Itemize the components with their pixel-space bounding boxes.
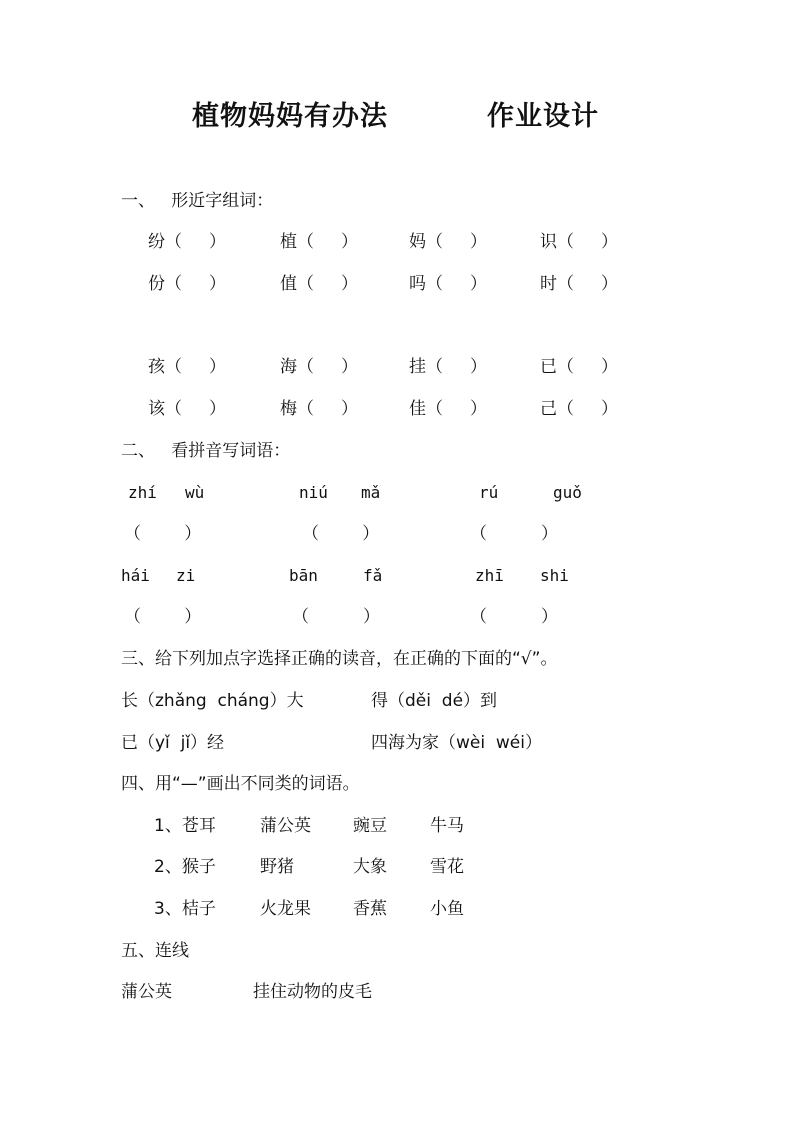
word-item: 3、桔子 [154, 899, 216, 919]
word-item: 野猪 [260, 857, 294, 877]
section-4-heading: 四、用“—”画出不同类的词语。 [121, 774, 360, 794]
answer-bracket: （ ） [124, 524, 202, 544]
word-item: 大象 [353, 857, 387, 877]
s1-cell: 海（ ） [280, 357, 359, 377]
section-1-heading: 一、 形近字组词： [121, 191, 274, 211]
word-item: 牛马 [430, 816, 464, 836]
pinyin: guǒ [553, 483, 582, 502]
word-item: 1、苍耳 [154, 816, 216, 836]
reading-item: 四海为家（wèi wéi） [371, 733, 542, 753]
s1-cell: 该（ ） [148, 399, 227, 419]
s1-cell: 己（ ） [540, 399, 619, 419]
s1-cell: 佳（ ） [409, 399, 488, 419]
pinyin: zi [176, 566, 196, 585]
s1-cell: 植（ ） [280, 232, 359, 252]
pinyin: mǎ [361, 483, 381, 502]
s1-cell: 时（ ） [540, 274, 619, 294]
word-item: 蒲公英 [260, 816, 311, 836]
reading-item: 得（děi dé）到 [371, 691, 498, 711]
pinyin: niú [299, 483, 328, 502]
s1-cell: 已（ ） [540, 357, 619, 377]
s1-cell: 纷（ ） [148, 232, 227, 252]
pinyin: zhī [475, 566, 504, 585]
answer-bracket: （ ） [470, 607, 559, 627]
pinyin: bān [289, 566, 318, 585]
match-left-item: 蒲公英 [121, 982, 172, 1002]
pinyin: zhí [128, 483, 157, 502]
reading-item: 已（yǐ jǐ）经 [121, 733, 225, 753]
s1-cell: 梅（ ） [280, 399, 359, 419]
pinyin: rú [479, 483, 499, 502]
section-2-heading: 二、 看拼音写词语： [121, 441, 291, 461]
word-item: 香蕉 [353, 899, 387, 919]
s1-cell: 挂（ ） [409, 357, 488, 377]
s1-cell: 份（ ） [148, 274, 227, 294]
answer-bracket: （ ） [124, 607, 202, 627]
pinyin: fǎ [363, 566, 383, 585]
word-item: 2、猴子 [154, 857, 216, 877]
reading-item: 长（zhǎng cháng）大 [121, 691, 304, 711]
word-item: 豌豆 [353, 816, 387, 836]
document-title: 植物妈妈有办法 [192, 101, 388, 132]
answer-bracket: （ ） [292, 607, 381, 627]
pinyin: shi [540, 566, 569, 585]
word-item: 雪花 [430, 857, 464, 877]
s1-cell: 识（ ） [540, 232, 619, 252]
pinyin: hái [121, 566, 150, 585]
s1-cell: 值（ ） [280, 274, 359, 294]
s1-cell: 吗（ ） [409, 274, 488, 294]
section-3-heading: 三、给下列加点字选择正确的读音，在正确的下面的“√”。 [121, 649, 558, 669]
pinyin: wù [185, 483, 205, 502]
word-item: 火龙果 [260, 899, 311, 919]
word-item: 小鱼 [430, 899, 464, 919]
section-5-heading: 五、连线 [121, 941, 189, 961]
match-right-item: 挂住动物的皮毛 [253, 982, 372, 1002]
s1-cell: 孩（ ） [148, 357, 227, 377]
answer-bracket: （ ） [470, 524, 559, 544]
answer-bracket: （ ） [302, 524, 380, 544]
s1-cell: 妈（ ） [409, 232, 488, 252]
document-subtitle: 作业设计 [487, 101, 599, 132]
